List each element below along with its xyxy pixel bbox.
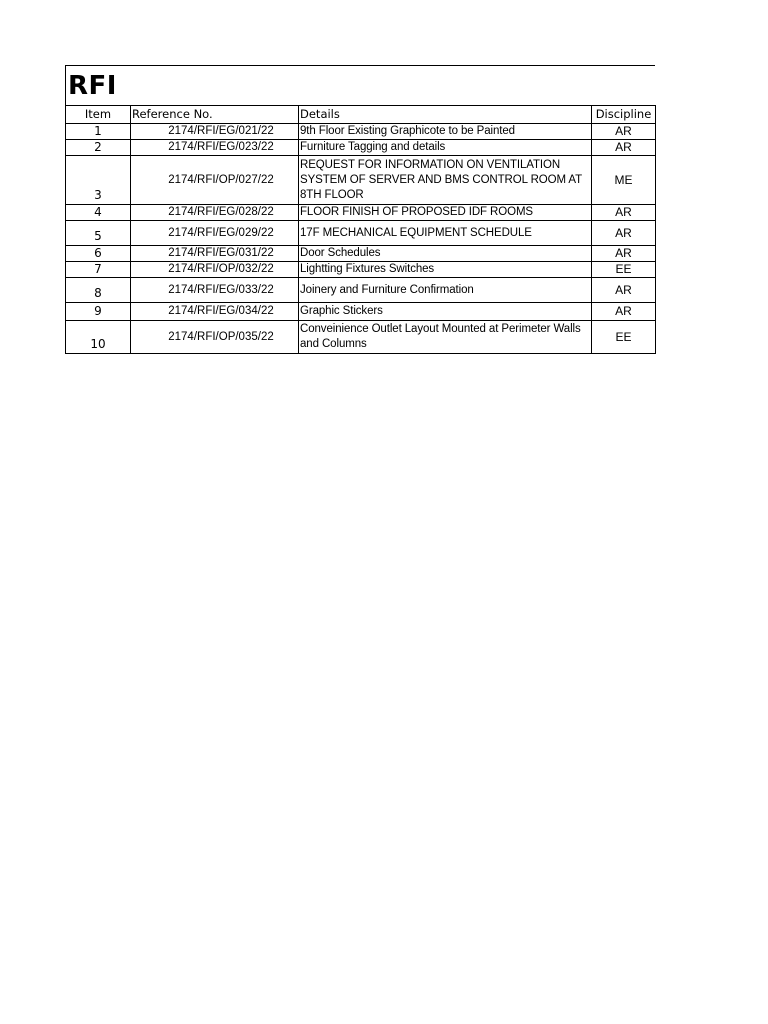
details-cell: Conveinience Outlet Layout Mounted at Perimeter Walls and Columns: [299, 321, 592, 354]
table-row: [66, 205, 656, 221]
reference-cell: 2174/RFI/OP/027/22: [131, 156, 299, 205]
reference-cell: 2174/RFI/EG/031/22: [131, 246, 299, 262]
item-cell: 6: [66, 246, 131, 262]
discipline-cell: AR: [592, 303, 656, 321]
rfi-table: [65, 105, 656, 354]
details-cell: 9th Floor Existing Graphicote to be Painted: [299, 124, 592, 140]
table-row: [66, 124, 656, 140]
reference-cell: 2174/RFI/EG/021/22: [131, 124, 299, 140]
details-cell: Furniture Tagging and details: [299, 140, 592, 156]
item-cell: 3: [66, 156, 131, 205]
discipline-cell: AR: [592, 140, 656, 156]
details-cell: Lightting Fixtures Switches: [299, 262, 592, 278]
item-cell: 2: [66, 140, 131, 156]
item-cell: 1: [66, 124, 131, 140]
discipline-cell: AR: [592, 124, 656, 140]
discipline-cell: AR: [592, 278, 656, 303]
reference-cell: 2174/RFI/EG/029/22: [131, 221, 299, 246]
title-row: [65, 65, 655, 105]
column-header-discipline: Discipline: [592, 106, 656, 124]
reference-cell: 2174/RFI/OP/035/22: [131, 321, 299, 354]
reference-cell: 2174/RFI/EG/033/22: [131, 278, 299, 303]
header-row: [66, 106, 656, 124]
discipline-cell: AR: [592, 246, 656, 262]
table-row: [66, 321, 656, 354]
details-cell: Door Schedules: [299, 246, 592, 262]
column-header-item: Item: [66, 106, 131, 124]
table-row: [66, 221, 656, 246]
reference-cell: 2174/RFI/EG/023/22: [131, 140, 299, 156]
details-cell: Graphic Stickers: [299, 303, 592, 321]
table-row: [66, 303, 656, 321]
table-row: [66, 262, 656, 278]
table-row: [66, 278, 656, 303]
discipline-cell: AR: [592, 221, 656, 246]
details-cell: Joinery and Furniture Confirmation: [299, 278, 592, 303]
rfi-sheet: [65, 65, 655, 354]
item-cell: 9: [66, 303, 131, 321]
item-cell: 4: [66, 205, 131, 221]
reference-cell: 2174/RFI/EG/034/22: [131, 303, 299, 321]
details-cell: FLOOR FINISH OF PROPOSED IDF ROOMS: [299, 205, 592, 221]
table-row: [66, 140, 656, 156]
item-cell: 10: [66, 321, 131, 354]
table-row: [66, 246, 656, 262]
sheet-title: RFI: [68, 71, 117, 101]
discipline-cell: EE: [592, 262, 656, 278]
item-cell: 5: [66, 221, 131, 246]
column-header-details: Details: [299, 106, 592, 124]
discipline-cell: ME: [592, 156, 656, 205]
column-header-reference: Reference No.: [131, 106, 299, 124]
item-cell: 8: [66, 278, 131, 303]
details-cell: REQUEST FOR INFORMATION ON VENTILATION SYSTEM OF SERVER AND BMS CONTROL ROOM AT 8TH FLOOR: [299, 156, 592, 205]
details-cell: 17F MECHANICAL EQUIPMENT SCHEDULE: [299, 221, 592, 246]
reference-cell: 2174/RFI/OP/032/22: [131, 262, 299, 278]
discipline-cell: AR: [592, 205, 656, 221]
reference-cell: 2174/RFI/EG/028/22: [131, 205, 299, 221]
item-cell: 7: [66, 262, 131, 278]
table-row: [66, 156, 656, 205]
discipline-cell: EE: [592, 321, 656, 354]
